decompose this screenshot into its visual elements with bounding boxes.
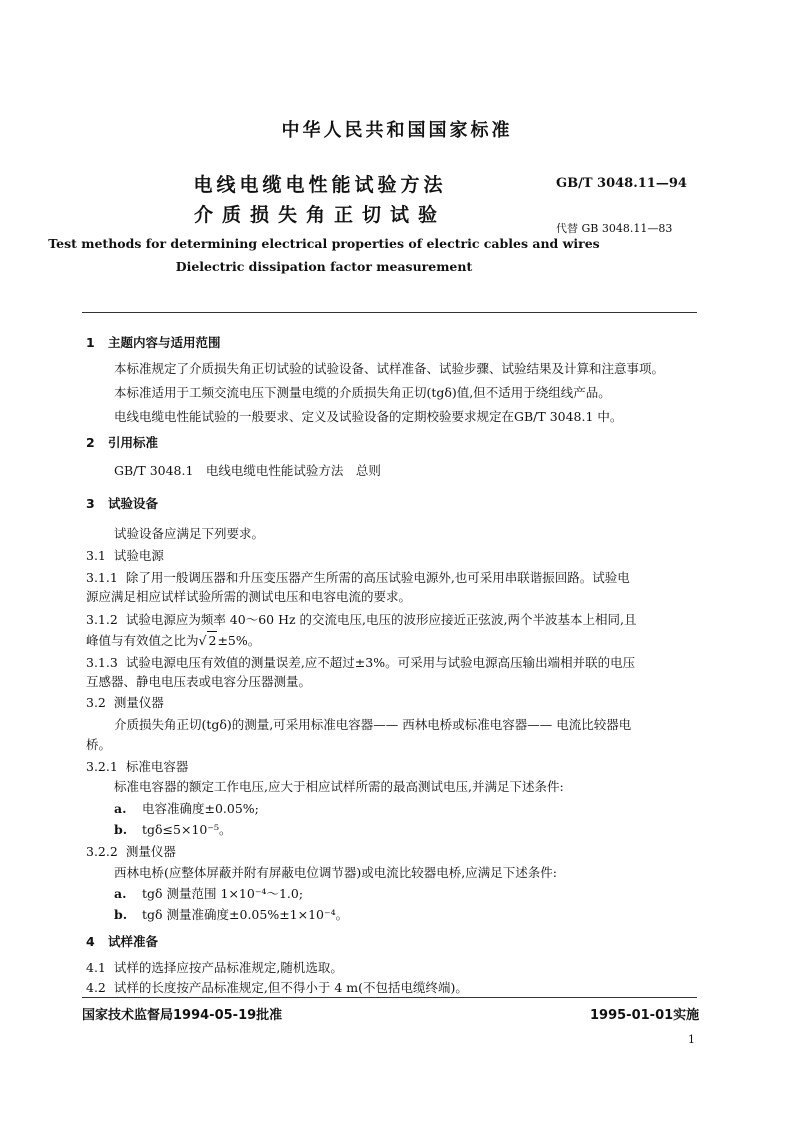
national-standard-heading: 中华人民共和国国家标准 [281, 120, 513, 141]
section-3-heading: 3 试验设备 [86, 496, 159, 511]
clause-3-2-2: 3.2.2 测量仪器 [86, 844, 176, 859]
clause-3-2-1-intro: 标准电容器的额定工作电压,应大于相应试样所需的最高测试电压,并满足下述条件: [114, 779, 564, 794]
subsection-3-1: 3.1 试验电源 [86, 548, 164, 563]
subsection-3-2-line2: 桥。 [86, 737, 112, 752]
clause-4-2: 4.2 试样的长度按产品标准规定,但不得小于 4 m(不包括电缆终端)。 [86, 980, 468, 995]
subsection-3-2-line1: 介质损失角正切(tgδ)的测量,可采用标准电容器—— 西林电桥或标准电容器—— 电流比较器电 [114, 717, 632, 732]
title-en-line2: Dielectric dissipation factor measurement [175, 259, 473, 274]
section-1-para-3: 电线电缆电性能试验的一般要求、定义及试验设备的定期校验要求规定在GB/T 3048.1 中。 [114, 409, 623, 424]
subsection-3-2: 3.2 测量仪器 [86, 695, 164, 710]
effective-date: 1995-01-01实施 [590, 1008, 700, 1023]
clause-3-1-2-line2: 峰值与有效值之比为√ 2±5%。 [86, 633, 261, 648]
clause-3-1-3-line1: 3.1.3 试验电源电压有效值的测量误差,应不超过±3%。可采用与试验电源高压输出端相并联的电压 [86, 655, 636, 670]
clause-3-2-2-item-b: b. tgδ 测量准确度±0.05%±1×10⁻⁴。 [114, 907, 349, 922]
clause-3-2-2-intro: 西林电桥(应整体屏蔽并附有屏蔽电位调节器)或电流比较器电桥,应满足下述条件: [114, 865, 557, 880]
section-1-para-1: 本标准规定了介质损失角正切试验的试验设备、试样准备、试验步骤、试验结果及计算和注意事项。 [114, 361, 665, 376]
sqrt-radicand: 2 [208, 633, 217, 648]
replaces-standard: 代替 GB 3048.11—83 [556, 222, 673, 235]
title-cn-line1: 电线电缆电性能试验方法 [193, 174, 447, 196]
title-en-line1: Test methods for determining electrical properties of electric cables and wires [48, 236, 600, 251]
clause-3-2-1-item-b: b. tgδ≤5×10⁻⁵。 [114, 822, 232, 837]
clause-3-1-1-line1: 3.1.1 除了用一般调压器和升压变压器产生所需的高压试验电源外,也可采用串联谐振回路。试验电 [86, 570, 630, 585]
clause-3-1-1-line2: 源应满足相应试样试验所需的测试电压和电容电流的要求。 [86, 589, 412, 604]
clause-3-1-2-line1: 3.1.2 试验电源应为频率 40～60 Hz 的交流电压,电压的波形应接近正弦波,两个半波基本上相同,且 [86, 612, 637, 627]
header-rule [82, 312, 697, 313]
section-2-heading: 2 引用标准 [86, 435, 159, 450]
clause-3-2-1: 3.2.1 标准电容器 [86, 759, 189, 774]
section-1-heading: 1 主题内容与适用范围 [86, 335, 221, 350]
reference-standard: GB/T 3048.1 电线电缆电性能试验方法 总则 [114, 463, 381, 478]
clause-3-1-3-line2: 互感器、静电电压表或电容分压器测量。 [86, 674, 312, 689]
section-1-para-2: 本标准适用于工频交流电压下测量电缆的介质损失角正切(tgδ)值,但不适用于绕组线产品。 [114, 385, 611, 400]
section-3-intro: 试验设备应满足下列要求。 [114, 526, 265, 541]
clause-3-2-2-item-a: a. tgδ 测量范围 1×10⁻⁴～1.0; [114, 886, 304, 901]
standard-number: GB/T 3048.11—94 [556, 176, 687, 191]
page-number: 1 [688, 1033, 695, 1046]
clause-4-1: 4.1 试样的选择应按产品标准规定,随机选取。 [86, 960, 343, 975]
section-4-heading: 4 试样准备 [86, 934, 159, 949]
footer-rule [82, 997, 697, 998]
clause-3-2-1-item-a: a. 电容准确度±0.05%; [114, 801, 259, 816]
issue-date: 国家技术监督局1994-05-19批准 [82, 1008, 283, 1023]
title-cn-line2: 介质损失角正切试验 [193, 204, 446, 226]
